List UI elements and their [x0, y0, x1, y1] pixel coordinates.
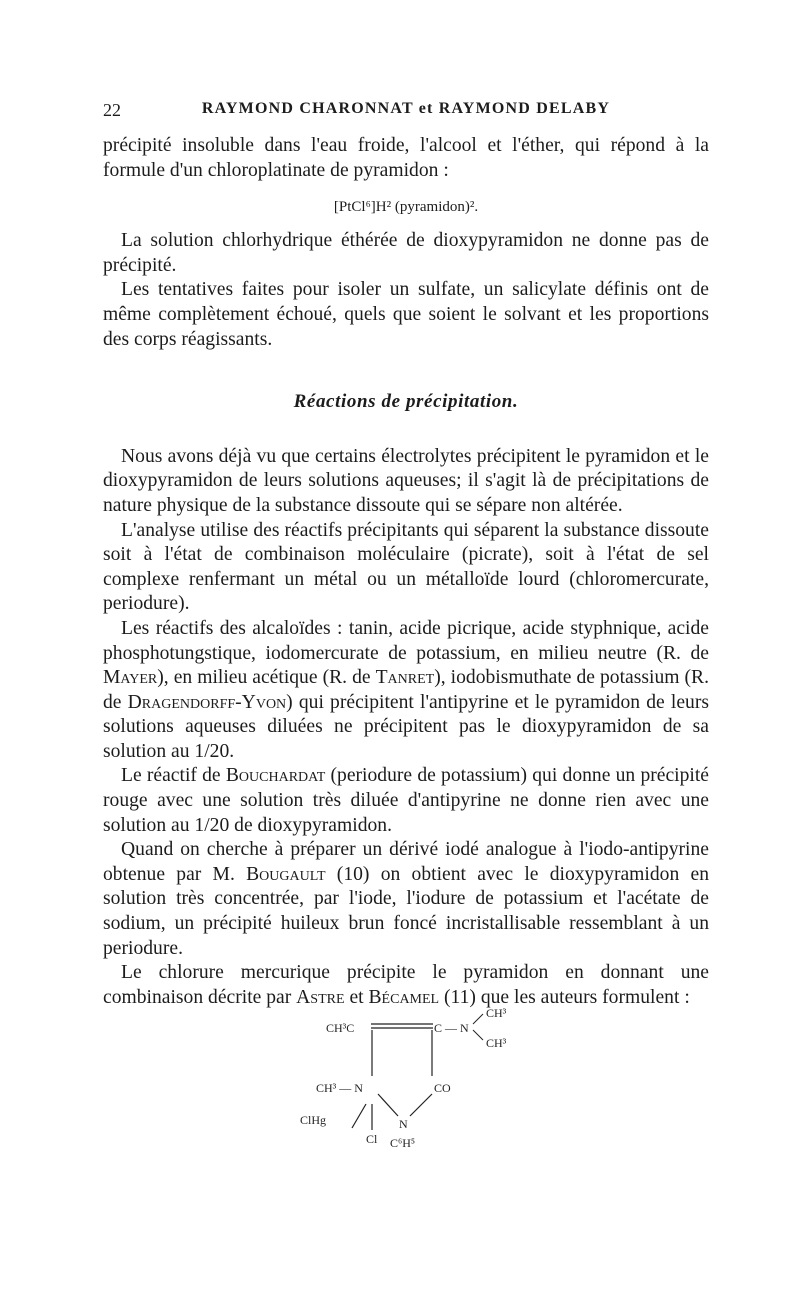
author-becamel: Bécamel [368, 986, 440, 1008]
chloroplatinate-formula: [PtCl⁶]H² (pyramidon)². [333, 199, 479, 216]
paragraph-6-text: Les réactifs des alcaloïdes : tanin, acide picrique, acide styphnique, acide phosphotungstique, iodomercurate de potassium, en milieu neutre (R. de [103, 617, 709, 664]
author-tanret: Tanret [375, 667, 435, 689]
running-title: RAYMOND CHARONNAT et RAYMOND DELABY [201, 100, 611, 117]
paragraph-5: L'analyse utilise des réactifs précipitants qui séparent la substance dissoute soit à l'état de combinaison moléculaire (picrate), soit à l'état de sel complexe renfermant un métal ou un métalloïde lourd (chloromercurate, periodure). [103, 519, 709, 615]
author-mayer: Mayer [103, 667, 158, 689]
bond-n-branch-top [473, 1014, 483, 1024]
author-dragendorff-yvon: Dragendorff-Yvon [127, 691, 287, 713]
paragraph-6-text: ), iodobismuthate de potassium (R. de [103, 667, 709, 713]
author-bouchardat: Bouchardat [225, 765, 326, 787]
label-ch3-n: CH³ — N [316, 1081, 363, 1095]
paragraph-4: Nous avons déjà vu que certains électrolytes précipitent le pyramidon et le dioxypyramidon de leurs solutions aqueuses; il s'agit là de précipitations de nature physique de la substance dissoute qui se sépare non altérée. [103, 445, 709, 516]
paragraph-9-text: (11) que les auteurs formulent : [439, 986, 690, 1008]
label-co: CO [434, 1081, 451, 1095]
body-text [103, 134, 709, 1010]
paragraph-1: précipité insoluble dans l'eau froide, l'alcool et l'éther, qui répond à la formule d'un chloroplatinate de pyramidon : [103, 135, 709, 181]
paragraph-6 [103, 617, 709, 765]
label-c6h5: C⁶H⁵ [390, 1136, 416, 1150]
paragraph-9 [103, 961, 709, 1010]
author-bougault: Bougault [246, 863, 326, 885]
label-ch3-top: CH³ [486, 1006, 507, 1020]
paragraph-9-text: et [344, 986, 369, 1008]
page-header [103, 100, 709, 126]
paragraph-7-text: Le réactif de [121, 765, 226, 787]
paragraph-2: La solution chlorhydrique éthérée de dioxypyramidon ne donne pas de précipité. [103, 230, 709, 276]
author-astre: Astre [296, 986, 345, 1008]
label-n: N [399, 1117, 408, 1131]
paragraph-8 [103, 838, 709, 961]
page-number: 22 [103, 100, 121, 120]
chemical-structure [286, 1006, 546, 1166]
label-ch3c: CH³C [326, 1021, 355, 1035]
label-clhg: ClHg [300, 1113, 327, 1127]
label-c-n: C — N [434, 1021, 469, 1035]
paragraph-7 [103, 764, 709, 838]
bond-n-to-n [378, 1094, 398, 1116]
paragraph-7-text: (periodure de potassium) qui donne un précipité rouge avec une solution très diluée d'antipyrine ne donne rien avec une solution au 1/20 de dioxypyramidon. [103, 765, 709, 836]
paragraph-9-text: Le chlorure mercurique précipite le pyramidon en donnant une combinaison décrite par [103, 962, 709, 1008]
paragraph-8-text: (10) on obtient avec le dioxypyramidon en solution très concentrée, par l'iode, l'iodure de potassium et l'acétate de sodium, un précipité huileux brun foncé incristallisable ressemblant à un periodure. [103, 863, 709, 959]
section-heading: Réactions de précipitation. [293, 391, 519, 413]
label-cl: Cl [366, 1132, 378, 1146]
paragraph-6-text: ), en milieu acétique (R. de [157, 667, 376, 689]
paragraph-6-text: ) qui précipitent l'antipyrine et le pyramidon de leurs solutions aqueuses diluées ne précipitent pas le dioxypyramidon de sa solution au 1/20. [103, 691, 709, 762]
label-ch3-right: CH³ [486, 1036, 507, 1050]
bond-hg [352, 1104, 366, 1128]
bond-n-branch-bottom [473, 1030, 483, 1040]
bond-co-to-n [410, 1094, 432, 1116]
paragraph-8-text: Quand on cherche à préparer un dérivé iodé analogue à l'iodo-antipyrine obtenue par M. [103, 839, 709, 885]
paragraph-3: Les tentatives faites pour isoler un sulfate, un salicylate définis ont de même complètement échoué, quels que soient le solvant et les proportions des corps réagissants. [103, 279, 709, 350]
